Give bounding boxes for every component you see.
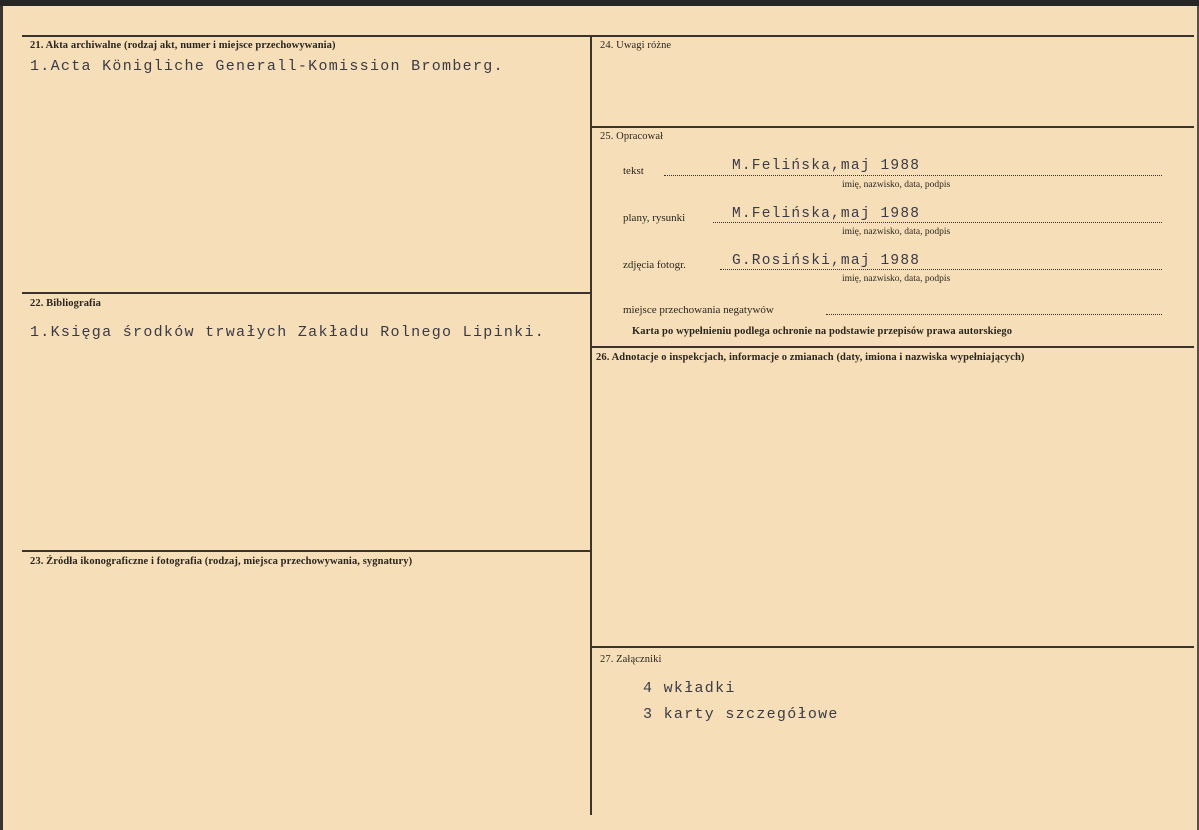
field-plany-line (713, 222, 1162, 223)
form-top-border (22, 35, 1194, 37)
field-plany-label: plany, rysunki (623, 212, 686, 224)
field-plany-caption: imię, nazwisko, data, podpis (842, 227, 951, 237)
divider-26-27 (590, 646, 1194, 648)
section-21-title: 21. Akta archiwalne (rodzaj akt, numer i miejsce przechowywania) (30, 40, 336, 51)
section-27-entry-1: 4 wkładki (643, 680, 736, 697)
section-27-entry-2: 3 karty szczegółowe (643, 706, 839, 723)
section-25-title: 25. Opracował (600, 131, 664, 142)
divider-21-22 (22, 292, 592, 294)
scan-top-edge (0, 0, 1199, 6)
copyright-note: Karta po wypełnieniu podlega ochronie na podstawie przepisów prawa autorskiego (632, 326, 1013, 337)
field-tekst-value: M.Felińska,maj 1988 (732, 158, 921, 174)
section-22-entry: 1.Księga środków trwałych Zakładu Rolnego Lipinki. (30, 324, 546, 341)
field-zdjecia-label: zdjęcia fotogr. (623, 259, 686, 271)
field-negatives-label: miejsce przechowania negatywów (623, 304, 774, 316)
divider-24-25 (590, 126, 1194, 128)
field-negatives-line (826, 314, 1162, 315)
field-tekst-caption: imię, nazwisko, data, podpis (842, 180, 951, 190)
section-21-entry: 1.Acta Königliche Generall-Komission Bromberg. (30, 58, 504, 75)
section-27-title: 27. Załączniki (600, 654, 662, 665)
field-zdjecia-caption: imię, nazwisko, data, podpis (842, 274, 951, 284)
field-zdjecia-value: G.Rosiński,maj 1988 (732, 253, 921, 269)
field-zdjecia-line (720, 269, 1162, 270)
scan-left-edge (0, 6, 3, 830)
section-23-title: 23. Źródła ikonograficzne i fotografia (rodzaj, miejsca przechowywania, sygnatury) (30, 556, 413, 567)
divider-25-26 (590, 346, 1194, 348)
divider-22-23 (22, 550, 592, 552)
form-center-divider (590, 35, 592, 815)
section-22-title: 22. Bibliografia (30, 298, 102, 309)
section-24-title: 24. Uwagi różne (600, 40, 672, 51)
field-plany-value: M.Felińska,maj 1988 (732, 206, 921, 222)
section-26-title: 26. Adnotacje o inspekcjach, informacje o zmianach (daty, imiona i nazwiska wypełniających) (596, 352, 1025, 363)
field-tekst-line (664, 175, 1162, 176)
field-tekst-label: tekst (623, 165, 644, 177)
